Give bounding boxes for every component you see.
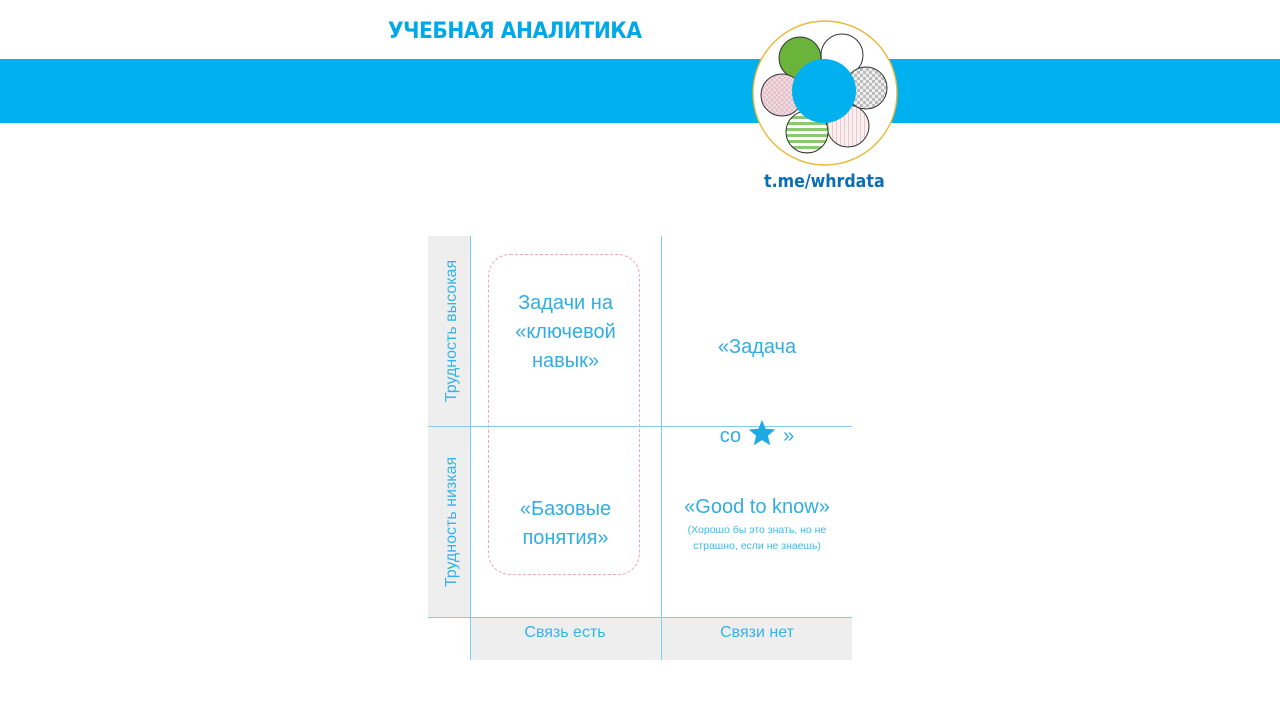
channel-link[interactable]: t.me/whrdata xyxy=(764,171,885,192)
star-task-line2 xyxy=(662,389,852,451)
star-task-suffix: » xyxy=(783,425,795,447)
star-icon xyxy=(747,418,777,448)
x-label-connected: Связь есть xyxy=(524,624,606,641)
good-to-know-note: (Хорошо бы это знать, но не страшно, если не знаешь) xyxy=(687,524,827,552)
x-axis-line xyxy=(428,617,852,618)
brand-title: УЧЕБНАЯ АНАЛИТИКА xyxy=(388,19,642,44)
quadrant-good-to-know xyxy=(662,493,852,554)
good-to-know-title: «Good to know» xyxy=(684,496,830,518)
y-label-high-difficulty: Трудность высокая xyxy=(443,259,460,403)
quadrant-star-task xyxy=(662,304,852,480)
quadrant-key-skill-tasks: Задачи на «ключевой навык» xyxy=(515,292,616,372)
difficulty-connection-matrix xyxy=(428,236,852,660)
flower-logo xyxy=(752,20,898,166)
x-label-not-connected: Связи нет xyxy=(720,624,794,641)
star-task-line1: «Задача xyxy=(717,336,797,358)
star-task-prefix: со xyxy=(719,425,742,447)
y-label-low-difficulty: Трудность низкая xyxy=(443,456,460,588)
quadrant-basic-concepts: «Базовые понятия» xyxy=(519,498,612,549)
header-band xyxy=(0,59,1280,123)
